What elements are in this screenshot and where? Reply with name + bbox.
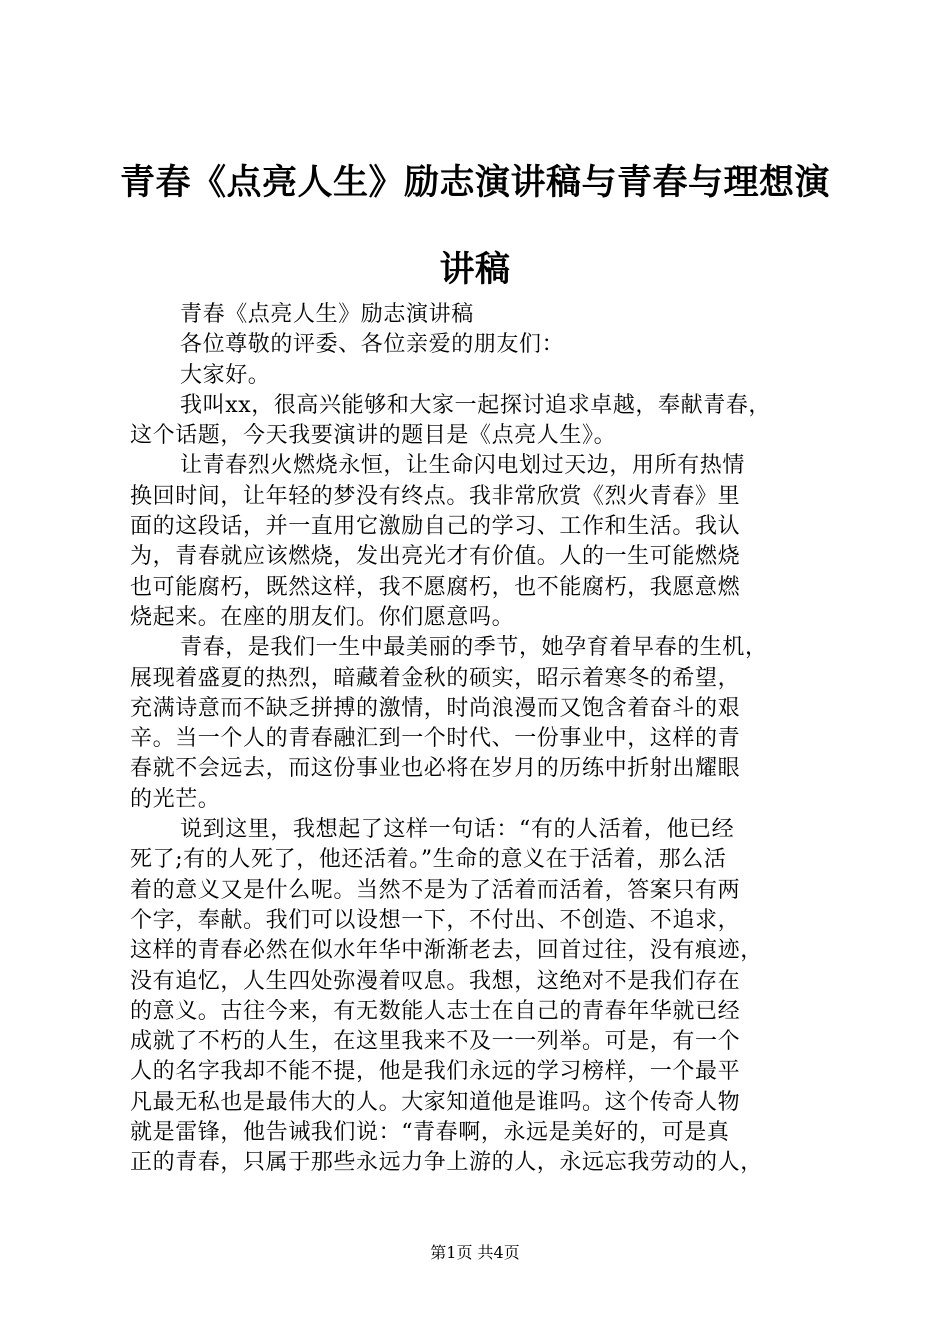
document-title-line-1: 青春《点亮人生》励志演讲稿与青春与理想演 — [119, 163, 830, 203]
text-line: 死了;有的人死了，他还活着。”生命的意义在于活着，那么活 — [130, 847, 727, 873]
text-line: 就是雷锋，他告诫我们说：“青春啊，永远是美好的，可是真 — [130, 1120, 730, 1146]
text-line: 青春《点亮人生》励志演讲稿 — [180, 302, 474, 327]
text-line: 烧起来。在座的朋友们。你们愿意吗。 — [130, 604, 515, 630]
text-line: 的意义。古往今来，有无数能人志士在自己的青春年华就已经 — [130, 998, 741, 1024]
text-line: 这个话题，今天我要演讲的题目是《点亮人生》。 — [130, 423, 617, 449]
text-line: 展现着盛夏的热烈，暗藏着金秋的硕实，昭示着寒冬的希望， — [130, 665, 741, 691]
text-line: 我叫xx，很高兴能够和大家一起探讨追求卓越，奉献青春， — [180, 392, 772, 418]
text-line: 大家好。 — [180, 362, 271, 388]
text-line: 让青春烈火燃烧永恒，让生命闪电划过天边，用所有热情 — [180, 453, 746, 479]
text-line: 着的意义又是什么呢。当然不是为了活着而活着，答案只有两 — [130, 877, 741, 903]
text-line: 春就不会远去，而这份事业也必将在岁月的历练中折射出耀眼 — [130, 756, 741, 782]
text-line: 凡最无私也是最伟大的人。大家知道他是谁吗。这个传奇人物 — [130, 1089, 741, 1115]
text-line: 成就了不朽的人生，在这里我来不及一一列举。可是，有一个 — [130, 1029, 741, 1055]
page-footer: 第1页 共4页 — [430, 1243, 520, 1262]
text-line: 青春，是我们一生中最美丽的季节，她孕育着早春的生机， — [180, 635, 768, 661]
text-line: 人的名字我却不能不提，他是我们永远的学习榜样，一个最平 — [130, 1059, 741, 1085]
text-line: 辛。当一个人的青春融汇到一个时代、一份事业中，这样的青 — [130, 726, 741, 752]
text-line: 正的青春，只属于那些永远力争上游的人，永远忘我劳动的人， — [130, 1150, 763, 1176]
text-line: 的光芒。 — [130, 786, 221, 812]
text-line: 充满诗意而不缺乏拼搏的激情，时尚浪漫而又饱含着奋斗的艰 — [130, 695, 741, 721]
text-line: 换回时间，让年轻的梦没有终点。我非常欣赏《烈火青春》里 — [130, 483, 741, 509]
text-line: 面的这段话，并一直用它激励自己的学习、工作和生活。我认 — [130, 514, 741, 540]
text-line: 也可能腐朽，既然这样，我不愿腐朽，也不能腐朽，我愿意燃 — [130, 574, 741, 600]
text-line: 说到这里，我想起了这样一句话：“有的人活着，他已经 — [180, 817, 735, 843]
text-line: 为，青春就应该燃烧，发出亮光才有价值。人的一生可能燃烧 — [130, 544, 741, 570]
text-line: 各位尊敬的评委、各位亲爱的朋友们： — [180, 332, 565, 358]
text-line: 这样的青春必然在似水年华中渐渐老去，回首过往，没有痕迹， — [130, 938, 763, 964]
text-line: 个字，奉献。我们可以设想一下，不付出、不创造、不追求， — [130, 907, 741, 933]
document-title-line-2: 讲稿 — [439, 250, 511, 290]
document-body — [130, 300, 830, 1179]
text-line: 没有追忆，人生四处弥漫着叹息。我想，这绝对不是我们存在 — [130, 968, 741, 994]
